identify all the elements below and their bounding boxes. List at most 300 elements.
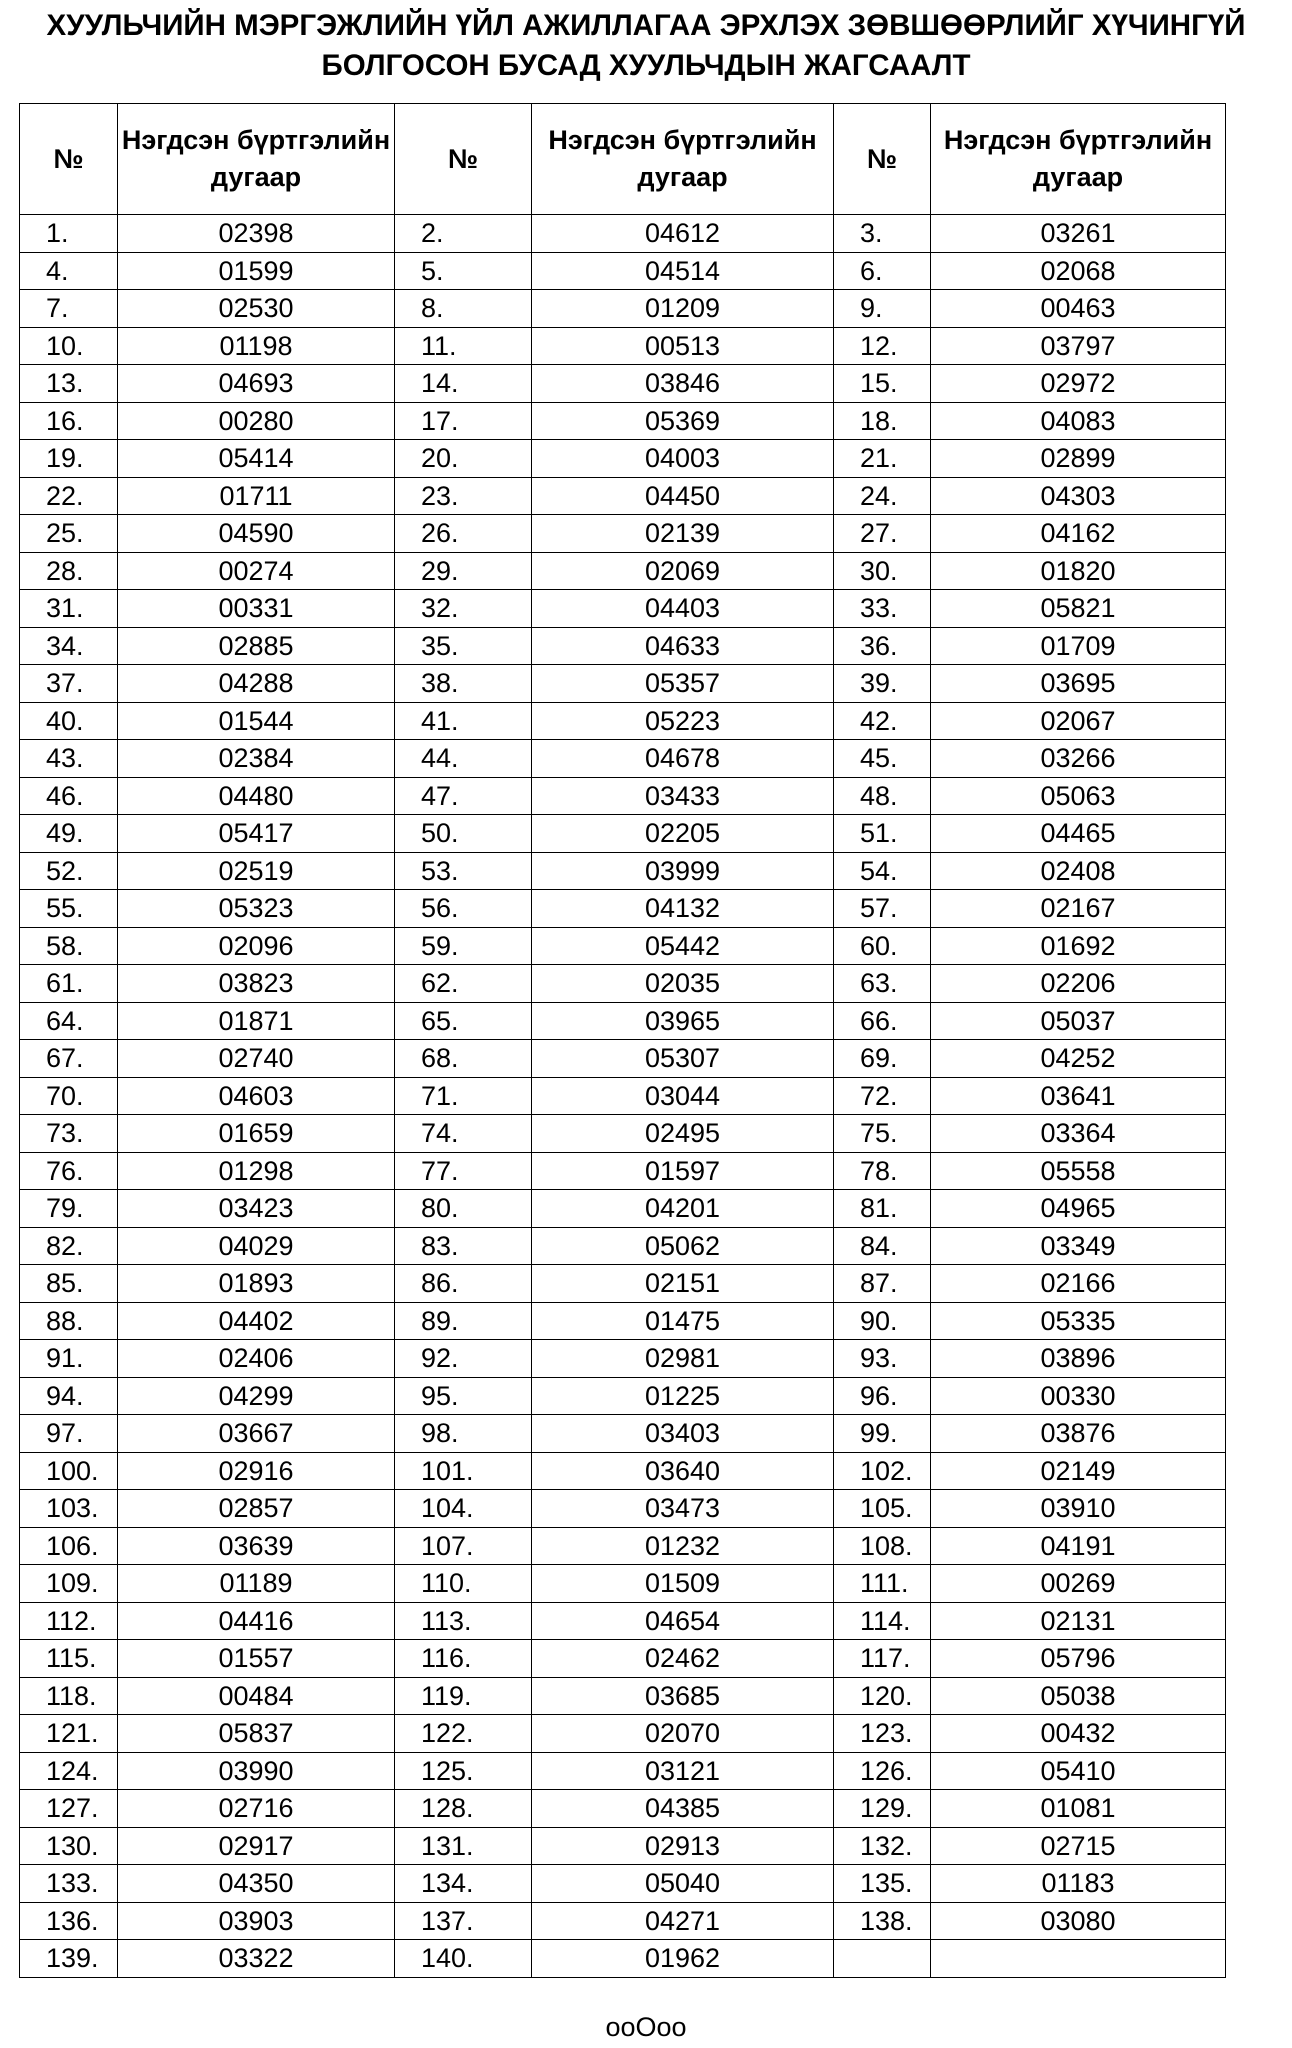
table-row [20, 665, 1226, 703]
row-number-cell: 3. [834, 215, 931, 253]
column-header-registration: Нэгдсэн бүртгэлийн дугаар [532, 104, 834, 215]
registration-number-cell: 02716 [118, 1790, 395, 1828]
row-number-cell: 9. [834, 290, 931, 328]
row-number-cell: 26. [395, 515, 532, 553]
row-number-cell: 49. [20, 815, 118, 853]
row-number-cell: 40. [20, 702, 118, 740]
row-number-cell: 129. [834, 1790, 931, 1828]
row-number-cell: 98. [395, 1415, 532, 1453]
title-line-1: ХУУЛЬЧИЙН МЭРГЭЖЛИЙН ҮЙЛ АЖИЛЛАГАА ЭРХЛЭХ ЗӨВШӨӨРЛИЙГ ХҮЧИНГҮЙ [46, 9, 1246, 42]
registration-number-cell: 01893 [118, 1265, 395, 1303]
registration-number-cell: 01225 [532, 1377, 834, 1415]
row-number-cell: 6. [834, 252, 931, 290]
row-number-cell: 51. [834, 815, 931, 853]
row-number-cell: 42. [834, 702, 931, 740]
registration-number-cell: 04603 [118, 1077, 395, 1115]
table-row [20, 252, 1226, 290]
table-row [20, 1715, 1226, 1753]
row-number-cell: 41. [395, 702, 532, 740]
registration-number-cell: 04350 [118, 1865, 395, 1903]
registration-number-cell: 03639 [118, 1527, 395, 1565]
row-number-cell: 54. [834, 852, 931, 890]
row-number-cell: 116. [395, 1640, 532, 1678]
row-number-cell: 10. [20, 327, 118, 365]
registration-number-cell: 02069 [532, 552, 834, 590]
row-number-cell: 20. [395, 440, 532, 478]
row-number-cell: 136. [20, 1902, 118, 1940]
registration-number-cell: 05040 [532, 1865, 834, 1903]
registration-number-cell: 05037 [931, 1002, 1226, 1040]
registration-number-cell: 00269 [931, 1565, 1226, 1603]
registration-number-cell: 05796 [931, 1640, 1226, 1678]
registration-number-cell: 05323 [118, 890, 395, 928]
registration-number-cell: 03080 [931, 1902, 1226, 1940]
row-number-cell: 44. [395, 740, 532, 778]
registration-number-cell: 02068 [931, 252, 1226, 290]
registration-number-cell: 03403 [532, 1415, 834, 1453]
row-number-cell: 58. [20, 927, 118, 965]
row-number-cell: 62. [395, 965, 532, 1003]
registry-table [19, 103, 1226, 1978]
row-number-cell: 137. [395, 1902, 532, 1940]
row-number-cell: 140. [395, 1940, 532, 1978]
row-number-cell: 115. [20, 1640, 118, 1678]
row-number-cell: 104. [395, 1490, 532, 1528]
registration-number-cell: 03685 [532, 1677, 834, 1715]
registration-number-cell: 02981 [532, 1340, 834, 1378]
registration-number-cell: 04416 [118, 1602, 395, 1640]
registration-number-cell: 04288 [118, 665, 395, 703]
row-number-cell: 124. [20, 1752, 118, 1790]
table-row [20, 927, 1226, 965]
row-number-cell: 55. [20, 890, 118, 928]
registration-number-cell: 02917 [118, 1827, 395, 1865]
registration-number-cell: 04693 [118, 365, 395, 403]
registration-number-cell: 04590 [118, 515, 395, 553]
registration-number-cell: 05062 [532, 1227, 834, 1265]
row-number-cell: 2. [395, 215, 532, 253]
registration-number-cell: 04132 [532, 890, 834, 928]
registration-number-cell: 03261 [931, 215, 1226, 253]
registration-number-cell: 03903 [118, 1902, 395, 1940]
table-row [20, 1940, 1226, 1978]
row-number-cell: 106. [20, 1527, 118, 1565]
row-number-cell: 103. [20, 1490, 118, 1528]
registration-number-cell: 04633 [532, 627, 834, 665]
column-header-number: № [395, 104, 532, 215]
registration-number-cell: 03121 [532, 1752, 834, 1790]
registration-number-cell: 02206 [931, 965, 1226, 1003]
registration-number-cell: 03640 [532, 1452, 834, 1490]
registration-number-cell: 05223 [532, 702, 834, 740]
registration-number-cell: 00280 [118, 402, 395, 440]
row-number-cell: 91. [20, 1340, 118, 1378]
column-header-number: № [834, 104, 931, 215]
row-number-cell: 7. [20, 290, 118, 328]
registration-number-cell: 01709 [931, 627, 1226, 665]
row-number-cell: 118. [20, 1677, 118, 1715]
registration-number-cell: 02740 [118, 1040, 395, 1078]
registration-number-cell: 05414 [118, 440, 395, 478]
registration-number-cell: 02972 [931, 365, 1226, 403]
row-number-cell: 102. [834, 1452, 931, 1490]
registration-number-cell: 04403 [532, 590, 834, 628]
row-number-cell: 28. [20, 552, 118, 590]
table-row [20, 852, 1226, 890]
registration-number-cell: 04480 [118, 777, 395, 815]
row-number-cell: 88. [20, 1302, 118, 1340]
registration-number-cell: 03349 [931, 1227, 1226, 1265]
table-row [20, 215, 1226, 253]
registration-number-cell: 00330 [931, 1377, 1226, 1415]
table-row [20, 1340, 1226, 1378]
table-row [20, 1527, 1226, 1565]
registration-number-cell: 05369 [532, 402, 834, 440]
row-number-cell: 139. [20, 1940, 118, 1978]
row-number-cell: 125. [395, 1752, 532, 1790]
registration-number-cell: 05442 [532, 927, 834, 965]
registration-number-cell: 01189 [118, 1565, 395, 1603]
table-row [20, 627, 1226, 665]
row-number-cell: 92. [395, 1340, 532, 1378]
row-number-cell: 56. [395, 890, 532, 928]
table-row [20, 1827, 1226, 1865]
registration-number-cell: 03876 [931, 1415, 1226, 1453]
registration-number-cell: 01509 [532, 1565, 834, 1603]
registration-number-cell: 02205 [532, 815, 834, 853]
registration-number-cell: 01081 [931, 1790, 1226, 1828]
registration-number-cell: 03266 [931, 740, 1226, 778]
row-number-cell: 82. [20, 1227, 118, 1265]
row-number-cell: 45. [834, 740, 931, 778]
row-number-cell: 22. [20, 477, 118, 515]
registration-number-cell: 05410 [931, 1752, 1226, 1790]
registration-number-cell: 02067 [931, 702, 1226, 740]
column-header-registration: Нэгдсэн бүртгэлийн дугаар [118, 104, 395, 215]
row-number-cell: 66. [834, 1002, 931, 1040]
registration-number-cell: 03322 [118, 1940, 395, 1978]
row-number-cell: 96. [834, 1377, 931, 1415]
row-number-cell: 87. [834, 1265, 931, 1303]
table-row [20, 740, 1226, 778]
registration-number-cell: 01599 [118, 252, 395, 290]
row-number-cell: 93. [834, 1340, 931, 1378]
row-number-cell: 121. [20, 1715, 118, 1753]
registration-number-cell: 04191 [931, 1527, 1226, 1565]
row-number-cell: 33. [834, 590, 931, 628]
registration-number-cell: 01962 [532, 1940, 834, 1978]
row-number-cell: 39. [834, 665, 931, 703]
row-number-cell: 35. [395, 627, 532, 665]
table-row [20, 777, 1226, 815]
registration-number-cell: 02131 [931, 1602, 1226, 1640]
row-number-cell: 37. [20, 665, 118, 703]
row-number-cell: 128. [395, 1790, 532, 1828]
registration-number-cell: 02462 [532, 1640, 834, 1678]
registration-number-cell: 02916 [118, 1452, 395, 1490]
row-number-cell: 15. [834, 365, 931, 403]
row-number-cell: 13. [20, 365, 118, 403]
table-row [20, 590, 1226, 628]
row-number-cell: 21. [834, 440, 931, 478]
table-row [20, 1077, 1226, 1115]
table-body [20, 215, 1226, 1978]
registration-number-cell: 03473 [532, 1490, 834, 1528]
table-row [20, 815, 1226, 853]
row-number-cell: 117. [834, 1640, 931, 1678]
row-number-cell: 110. [395, 1565, 532, 1603]
table-row [20, 1227, 1226, 1265]
registration-number-cell: 02899 [931, 440, 1226, 478]
registration-number-cell: 01597 [532, 1152, 834, 1190]
registration-number-cell: 03423 [118, 1190, 395, 1228]
table-row [20, 1415, 1226, 1453]
registration-number-cell: 04299 [118, 1377, 395, 1415]
row-number-cell: 16. [20, 402, 118, 440]
row-number-cell: 1. [20, 215, 118, 253]
row-number-cell: 24. [834, 477, 931, 515]
row-number-cell: 5. [395, 252, 532, 290]
table-row [20, 702, 1226, 740]
table-row [20, 1565, 1226, 1603]
registration-number-cell: 03965 [532, 1002, 834, 1040]
table-row [20, 890, 1226, 928]
row-number-cell: 101. [395, 1452, 532, 1490]
registration-number-cell: 04402 [118, 1302, 395, 1340]
row-number-cell: 107. [395, 1527, 532, 1565]
table-row [20, 1302, 1226, 1340]
table-row [20, 1002, 1226, 1040]
registration-number-cell: 04303 [931, 477, 1226, 515]
row-number-cell: 29. [395, 552, 532, 590]
registration-number-cell: 01198 [118, 327, 395, 365]
row-number-cell: 64. [20, 1002, 118, 1040]
row-number-cell: 30. [834, 552, 931, 590]
table-row [20, 515, 1226, 553]
registration-number-cell: 00484 [118, 1677, 395, 1715]
row-number-cell: 25. [20, 515, 118, 553]
row-number-cell: 97. [20, 1415, 118, 1453]
row-number-cell: 65. [395, 1002, 532, 1040]
registration-number-cell: 03823 [118, 965, 395, 1003]
registration-number-cell: 03999 [532, 852, 834, 890]
registration-number-cell: 05821 [931, 590, 1226, 628]
table-row [20, 477, 1226, 515]
registration-number-cell: 02519 [118, 852, 395, 890]
registration-number-cell: 02035 [532, 965, 834, 1003]
row-number-cell: 43. [20, 740, 118, 778]
row-number-cell: 109. [20, 1565, 118, 1603]
document-title [0, 6, 1292, 86]
registration-number-cell: 03797 [931, 327, 1226, 365]
column-header-registration: Нэгдсэн бүртгэлийн дугаар [931, 104, 1226, 215]
row-number-cell: 122. [395, 1715, 532, 1753]
registration-number-cell: 02096 [118, 927, 395, 965]
row-number-cell: 95. [395, 1377, 532, 1415]
table-row [20, 552, 1226, 590]
row-number-cell: 50. [395, 815, 532, 853]
registration-number-cell: 01298 [118, 1152, 395, 1190]
registration-number-cell: 01557 [118, 1640, 395, 1678]
registration-number-cell: 02406 [118, 1340, 395, 1378]
registration-number-cell: 02857 [118, 1490, 395, 1528]
registration-number-cell: 03990 [118, 1752, 395, 1790]
registration-number-cell: 00331 [118, 590, 395, 628]
title-line-2: БОЛГОСОН БУСАД ХУУЛЬЧДЫН ЖАГСААЛТ [321, 49, 971, 82]
row-number-cell: 32. [395, 590, 532, 628]
registration-number-cell: 05558 [931, 1152, 1226, 1190]
table-row [20, 965, 1226, 1003]
row-number-cell: 52. [20, 852, 118, 890]
row-number-cell: 80. [395, 1190, 532, 1228]
row-number-cell: 34. [20, 627, 118, 665]
row-number-cell: 83. [395, 1227, 532, 1265]
row-number-cell: 100. [20, 1452, 118, 1490]
registration-number-cell: 04678 [532, 740, 834, 778]
table-row [20, 1452, 1226, 1490]
row-number-cell: 138. [834, 1902, 931, 1940]
row-number-cell: 133. [20, 1865, 118, 1903]
registration-number-cell: 05063 [931, 777, 1226, 815]
registration-number-cell: 02398 [118, 215, 395, 253]
registration-number-cell: 04083 [931, 402, 1226, 440]
row-number-cell: 36. [834, 627, 931, 665]
row-number-cell: 31. [20, 590, 118, 628]
row-number-cell: 47. [395, 777, 532, 815]
registration-number-cell: 03641 [931, 1077, 1226, 1115]
table-row [20, 1040, 1226, 1078]
row-number-cell: 135. [834, 1865, 931, 1903]
registration-number-cell: 03433 [532, 777, 834, 815]
table-row [20, 290, 1226, 328]
row-number-cell: 134. [395, 1865, 532, 1903]
registration-number-cell: 04612 [532, 215, 834, 253]
row-number-cell: 48. [834, 777, 931, 815]
row-number-cell: 17. [395, 402, 532, 440]
row-number-cell: 57. [834, 890, 931, 928]
row-number-cell: 99. [834, 1415, 931, 1453]
row-number-cell: 81. [834, 1190, 931, 1228]
table-row [20, 440, 1226, 478]
table-row [20, 1790, 1226, 1828]
row-number-cell: 84. [834, 1227, 931, 1265]
registration-number-cell: 01544 [118, 702, 395, 740]
row-number-cell: 53. [395, 852, 532, 890]
registration-number-cell: 04450 [532, 477, 834, 515]
row-number-cell: 77. [395, 1152, 532, 1190]
registration-number-cell: 05307 [532, 1040, 834, 1078]
registration-number-cell: 05038 [931, 1677, 1226, 1715]
registration-number-cell: 02885 [118, 627, 395, 665]
registration-number-cell: 02149 [931, 1452, 1226, 1490]
row-number-cell: 74. [395, 1115, 532, 1153]
end-marker: ooOoo [605, 2012, 687, 2042]
row-number-cell: 108. [834, 1527, 931, 1565]
table-row [20, 1490, 1226, 1528]
registration-number-cell: 03846 [532, 365, 834, 403]
registration-number-cell: 02715 [931, 1827, 1226, 1865]
registration-number-cell: 04654 [532, 1602, 834, 1640]
registration-number-cell: 02070 [532, 1715, 834, 1753]
row-number-cell: 90. [834, 1302, 931, 1340]
registration-number-cell: 01711 [118, 477, 395, 515]
row-number-cell: 131. [395, 1827, 532, 1865]
row-number-cell: 127. [20, 1790, 118, 1828]
table-row [20, 1677, 1226, 1715]
row-number-cell: 72. [834, 1077, 931, 1115]
registration-number-cell: 02408 [931, 852, 1226, 890]
row-number-cell: 70. [20, 1077, 118, 1115]
row-number-cell: 85. [20, 1265, 118, 1303]
table-row [20, 1377, 1226, 1415]
row-number-cell: 71. [395, 1077, 532, 1115]
row-number-cell: 12. [834, 327, 931, 365]
registration-number-cell: 04514 [532, 252, 834, 290]
registration-number-cell: 01871 [118, 1002, 395, 1040]
registration-number-cell: 02139 [532, 515, 834, 553]
registration-number-cell: 03910 [931, 1490, 1226, 1528]
row-number-cell: 132. [834, 1827, 931, 1865]
registration-number-cell: 01232 [532, 1527, 834, 1565]
registration-number-cell: 02166 [931, 1265, 1226, 1303]
registration-number-cell: 05417 [118, 815, 395, 853]
row-number-cell: 78. [834, 1152, 931, 1190]
row-number-cell: 76. [20, 1152, 118, 1190]
registration-number-cell: 02167 [931, 890, 1226, 928]
row-number-cell: 38. [395, 665, 532, 703]
row-number-cell: 61. [20, 965, 118, 1003]
table-row [20, 1640, 1226, 1678]
registration-number-cell: 03044 [532, 1077, 834, 1115]
table-row [20, 365, 1226, 403]
table-row [20, 1752, 1226, 1790]
registration-number-cell: 01659 [118, 1115, 395, 1153]
table-row [20, 1602, 1226, 1640]
registration-number-cell: 02384 [118, 740, 395, 778]
registration-number-cell: 04162 [931, 515, 1226, 553]
registration-number-cell: 04465 [931, 815, 1226, 853]
row-number-cell: 11. [395, 327, 532, 365]
table-row [20, 327, 1226, 365]
registration-number-cell: 04252 [931, 1040, 1226, 1078]
row-number-cell: 67. [20, 1040, 118, 1078]
row-number-cell: 75. [834, 1115, 931, 1153]
registration-number-cell: 02913 [532, 1827, 834, 1865]
row-number-cell: 113. [395, 1602, 532, 1640]
row-number-cell: 19. [20, 440, 118, 478]
row-number-cell: 105. [834, 1490, 931, 1528]
table-header-row [20, 104, 1226, 215]
registration-number-cell: 03695 [931, 665, 1226, 703]
registration-number-cell: 04029 [118, 1227, 395, 1265]
row-number-cell: 46. [20, 777, 118, 815]
registration-number-cell: 01475 [532, 1302, 834, 1340]
registration-number-cell: 04965 [931, 1190, 1226, 1228]
row-number-cell: 4. [20, 252, 118, 290]
row-number-cell [834, 1940, 931, 1978]
registration-number-cell: 05335 [931, 1302, 1226, 1340]
registration-number-cell: 03896 [931, 1340, 1226, 1378]
registration-number-cell: 04003 [532, 440, 834, 478]
row-number-cell: 126. [834, 1752, 931, 1790]
row-number-cell: 123. [834, 1715, 931, 1753]
table-row [20, 402, 1226, 440]
registration-number-cell: 05357 [532, 665, 834, 703]
row-number-cell: 59. [395, 927, 532, 965]
table-row [20, 1865, 1226, 1903]
row-number-cell: 73. [20, 1115, 118, 1153]
registration-number-cell: 05837 [118, 1715, 395, 1753]
